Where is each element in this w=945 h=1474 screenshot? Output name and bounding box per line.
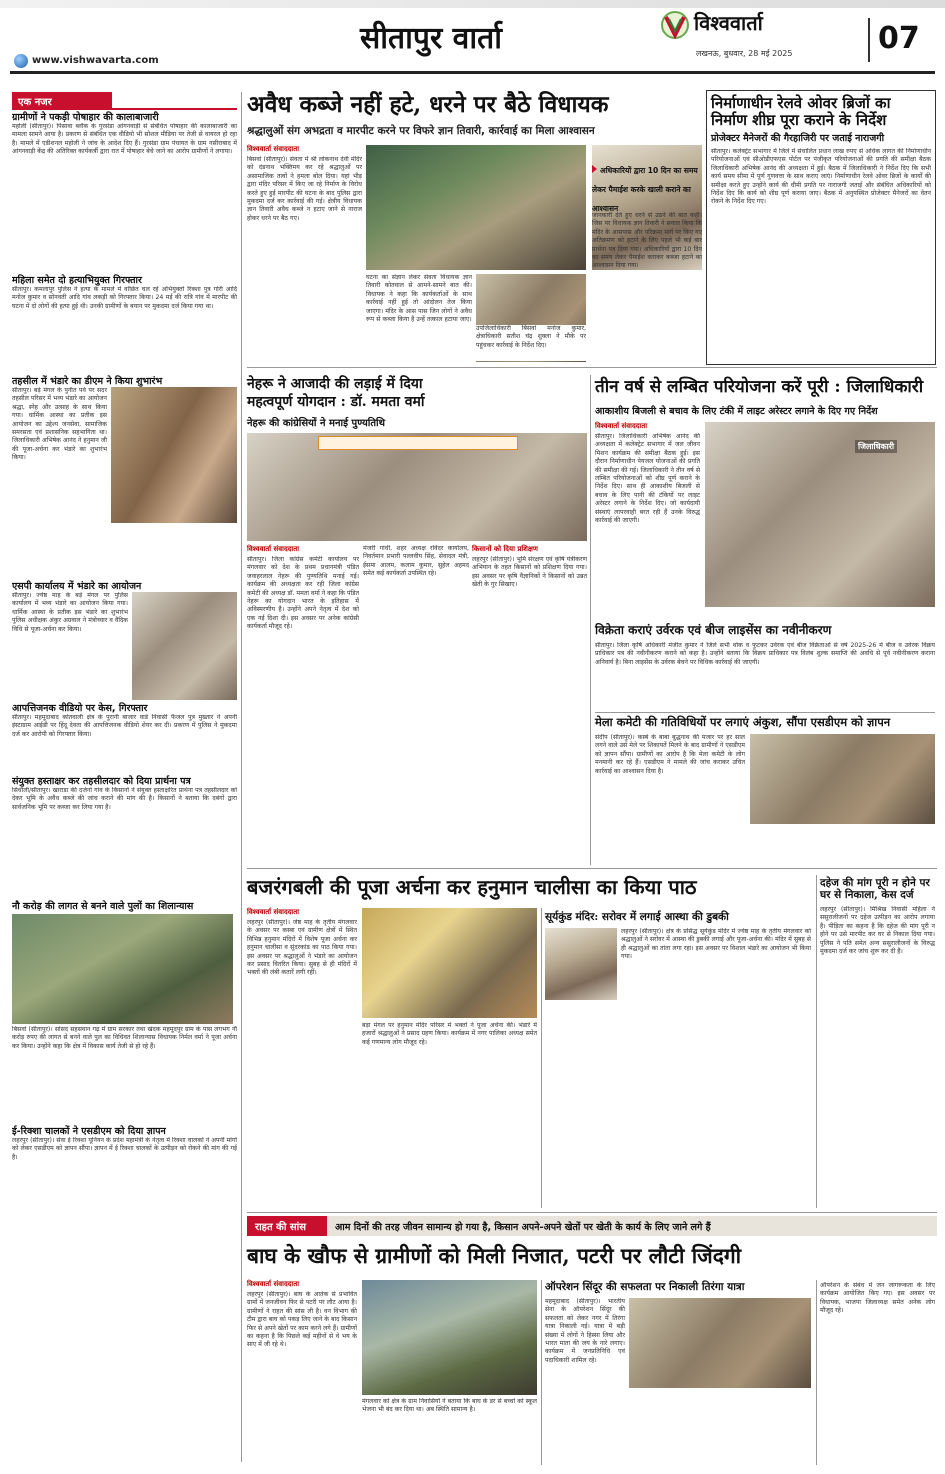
dowry-headline: दहेज की मांग पूरी न होने पर घर से निकाला, केस दर्ज — [820, 877, 930, 901]
nehru-banner — [318, 436, 518, 450]
brand-name: विश्ववार्ता — [694, 11, 763, 35]
story-headline: ग्रामीणों ने पकड़ी पोषाहार की कालाबाजारी — [12, 112, 159, 123]
story-headline: नौ करोड़ की लागत से बनने वाले पुलों का शिलान्यास — [12, 901, 194, 912]
byline: विश्ववार्ता संवाददाता — [247, 145, 300, 153]
story-body-cont — [750, 828, 935, 864]
relief-label: राहत की सांस — [247, 1216, 327, 1236]
top-story-text — [247, 145, 362, 360]
city-date: लखनऊ, बुधवार, 28 मई 2025 — [696, 49, 793, 58]
tiger-headline: बाघ के खौफ से ग्रामीणों को मिली निजात, पटरी पर लौटी जिंदगी — [247, 1243, 742, 1268]
news-photo — [132, 592, 237, 700]
pull-quote: अधिकारियों द्वारा 10 दिन का समय लेकर पैमाईश करके खाली कराने का आश्वासन — [592, 166, 698, 213]
news-photo — [362, 1280, 537, 1395]
hanuman-headline: बजरंगबली की पूजा अर्चना कर हनुमान चालीसा का किया पाठ — [247, 875, 697, 899]
story-body-cont — [12, 523, 237, 579]
story-body: संदीप (सीतापुर)। कस्बे के बाबा बुद्धनाथ की मजार पर हर साल लगने वाले उर्स मेले पर शिकायतें मिलने के बाद ग्रामीणों ने एसडीएम को ज्ञापन सौंपा। ग्रामीणों का आरोप है कि मेला कमेटी के लोग मनमानी कर रहे हैं। एसडीएम ने मामले की जांच कराकर उचित कार्रवाई का आश्वासन दिया है। — [595, 734, 745, 775]
brand-logo — [658, 10, 692, 40]
story-body: ऑपरेशन के संबंध में जन जागरूकता के लिए कार्यक्रम आयोजित किए गए। इस अवसर पर विधायक, भाजपा जिलाध्यक्ष समेत अनेक लोग मौजूद रहे। — [820, 1282, 935, 1315]
project-text — [595, 422, 700, 622]
story-body: मंजरी गांधी, शहर अध्यक्ष रविंदर कार्यालय, निवर्तमान प्रभारी पल्लवीय सिंह, सेवादल मंत्री, ईसमा आलम, कलाम कुमार, सुहेल अहमद समेत कई कार्यकर्ता उपस्थित रहे। — [363, 545, 469, 578]
story-body: लहरपुर (सीतापुर)। मिश्रिख निवासी महिला ने ससुरालीजनों पर दहेज उत्पीड़न का आरोप लगाया है। पीड़िता का कहना है कि दहेज की मांग पूरी न होने पर उसे मारपीट कर घर से निकाल दिया गया। पुलिस ने पति समेत अन्य ससुरालीजनों के विरुद्ध मुकदमा दर्ज कर जांच शुरू कर दी है। — [820, 906, 935, 956]
top-story-headline: अवैध कब्जे नहीं हटे, धरने पर बैठे विधायक — [247, 91, 609, 118]
story-headline: संयुक्त हस्ताक्षर कर तहसीलदार को दिया प्रार्थना पत्र — [12, 776, 191, 787]
page-number: 07 — [878, 21, 920, 56]
news-photo — [12, 914, 233, 1024]
story-headline: ई-रिक्शा चालकों ने एसडीएम को दिया ज्ञापन — [12, 1126, 166, 1137]
news-photo — [366, 145, 586, 270]
story-headline: आपत्तिजनक वीडियो पर केस, गिरफ्तार — [12, 703, 148, 714]
surya-kund-headline: सूर्यकुंड मंदिर: सरोवर में लगाई आस्था की डुबकी — [545, 911, 729, 923]
story-body: उपजिलाधिकारी बिसवां मनोज कुमार, क्षेत्राधिकारी सतीश चंद्र शुक्ला ने मौके पर पहुंचकर कार्रवाई के निर्देश दिए। — [476, 325, 586, 361]
news-photo — [111, 387, 237, 523]
story-body: बिसवां (सीतापुर)। सेवता में श्री लोकनाथ देवी मंदिर को दंडनाथ भक्तिमय कर रहे श्रद्धालुओं पर असामाजिक तत्वों ने हमला बोल दिया। यहां भीड़ द्वारा मंदिर परिसर में किए जा रहे निर्माण के विरोध करते हुए हुई मारपीट की घटना के बाद पुलिस द्वारा मुकदमा दर्ज कर कार्रवाई की गई। क्षेत्रीय विधायक ज्ञान तिवारी अवैध कब्जे न हटाए जाने से नाराज होकर धरने पर बैठ गए। — [247, 156, 362, 222]
relief-banner — [247, 1216, 937, 1236]
story-body: महमूदाबाद (सीतापुर)। भारतीय सेना के ऑपरेशन सिंदूर की सफलता को लेकर नगर में तिरंगा यात्रा निकाली गई। यात्रा में बड़ी संख्या में लोगों ने हिस्सा लिया और भारत माता की जय के नारे लगाए। कार्यक्रम में जनप्रतिनिधि एवं पदाधिकारी शामिल रहे। — [545, 1298, 625, 1364]
story-body: लहरपुर (सीतापुर)। जेष्ठ माह के तृतीय मंगलवार के अवसर पर कस्बा एवं ग्रामीण क्षेत्रों में स्थित विभिन्न हनुमान मंदिरों में विशेष पूजा अर्चना कर हनुमान चालीसा व सुंदरकांड का पाठ किया गया। इस अवसर पर श्रद्धालुओं ने भंडारे का आयोजन कर प्रसाद वितरित किया। सुबह से ही मंदिरों में भक्तों की लंबी कतारें लगी रहीं। — [247, 919, 357, 977]
story-body: लहरपुर (सीतापुर)। बाघ के आतंक से प्रभावित ग्रामों में जनजीवन फिर से पटरी पर लौट आया है। ग्रामीणों ने राहत की सांस ली है। वन विभाग की टीम द्वारा बाघ को पकड़ लिए जाने के बाद किसान फिर से अपने खेतों पर काम करने लगे हैं। ग्रामीणों का कहना है कि पिछले कई महीनों से वे भय के साए में जी रहे थे। — [247, 1291, 357, 1349]
project-headline: तीन वर्ष से लम्बित परियोजना करें पूरी : जिलाधिकारी — [595, 377, 924, 397]
byline: विश्ववार्ता संवाददाता — [595, 422, 648, 430]
fertilizer-headline: विक्रेता कराएं उर्वरक एवं बीज लाइसेंस का नवीनीकरण — [595, 623, 832, 637]
story-body-cont — [545, 1392, 811, 1464]
left-column — [12, 92, 237, 1462]
story-headline: तहसील में भंडारे का डीएम ने किया शुभारंभ — [12, 376, 163, 387]
hanuman-text — [247, 908, 357, 1208]
tiger-text — [247, 1280, 357, 1465]
sindoor-headline: ऑपरेशन सिंदूर की सफलता पर निकाली तिरंगा यात्रा — [545, 1281, 745, 1293]
fair-headline: मेला कमेटी की गतिविधियों पर लगाएं अंकुश, सौंपा एसडीएम को ज्ञापन — [595, 715, 891, 729]
byline: विश्ववार्ता संवाददाता — [247, 908, 300, 916]
story-body: लहरपुर (सीतापुर)। भूमि संरक्षण एवं कृषि यंत्रीकरण अभियान के तहत किसानों को प्रशिक्षण दिया गया। इस अवसर पर कृषि वैज्ञानिकों ने किसानों को उन्नत खेती के गुर सिखाए। — [472, 556, 587, 589]
section-label: एक नजर — [12, 92, 112, 108]
nehru-text — [247, 545, 359, 865]
masthead — [0, 0, 945, 74]
story-body: सीतापुर। बड़े मंगल के पुनीत पर्व पर सदर तहसील परिसर में भव्य भंडारे का आयोजन श्रद्धा, स्नेह और उत्साह के साथ किया गया। धार्मिक आस्था का प्रतीक इस आयोजन का उद्देश्य जनसेवा, सामाजिक समरसता एवं प्रशासनिक सहभागिता था। जिलाधिकारी अभिषेक आनंद ने हनुमान जी की पूजा-अर्चना कर भंडारे का शुभारंभ किया। — [12, 387, 107, 462]
story-body: घटना का संज्ञान लेकर सेवता विधायक ज्ञान तिवारी कोतवाल से आमने-सामने बात की। विधायक ने कहा कि कार्यकर्ताओं के साथ कार्रवाई नहीं हुई तो आंदोलन तेज किया जाएगा। मंदिर के आस पास जिन लोगों ने अवैध रूप से कब्जा किया है उन्हें तत्काल हटाया जाए। — [366, 274, 472, 324]
byline: विश्ववार्ता संवाददाता — [247, 1280, 300, 1288]
website-link[interactable]: www.vishwavarta.com — [32, 55, 159, 66]
story-body: सीतापुर। जिला कांग्रेस कमेटी कार्यालय पर मंगलवार को देश के प्रथम प्रधानमंत्री पंडित जवाहरलाल नेहरू की पुण्यतिथि मनाई गई। कार्यक्रम की अध्यक्षता कर रही जिला कांग्रेस कमेटी की अध्यक्ष डॉ. ममता वर्मा ने कहा कि पंडित नेहरू का योगदान भारत के इतिहास में अविस्मरणीय है। उन्होंने अपने नेतृत्व में देश को एक नई दिशा दी। इस अवसर पर अनेक कांग्रेसी कार्यकर्ता मौजूद रहे। — [247, 556, 359, 631]
news-photo — [629, 1298, 811, 1388]
news-photo — [362, 908, 537, 1018]
story-body: सीतापुर। कमलापुर पुलिस ने हत्या के मामले में वांछित चल रहे अभियुक्तों रिक्शा पुत्र गोरी आदि मनोज कुमार व सोनवती आदि गांव लकड़ी को गिरफ्तार किया। 24 मई की रात्रि गांव में मारपीट की घटना में दो लोगों की हत्या हुई थी। उनकी ग्रामीणों के बयान पर मुकदमा दर्ज किया गया था। — [12, 286, 237, 310]
section-title: सीतापुर वार्ता — [360, 21, 502, 56]
project-subheadline: आकाशीय बिजली से बचाव के लिए टंकी में लाइट अरेस्टर लगाने के दिए गए निर्देश — [595, 406, 878, 417]
story-body-cont — [705, 610, 935, 620]
story-body: सीतापुर। जिला कृषि अधिकारी मंजीत कुमार ने जिले सभी थोक व फुटकर उर्वरक एवं बीज विक्रेताओं से वर्ष 2025-26 में बीज व उर्वरक विक्रय प्राधिकार पत्र की नवीनीकरण कराने को कहा है। उन्होंने बताया कि विक्रय प्राधिकार पत्र विलंब शुल्क समाप्ति की अवधि से पूर्व नवीनीकरण कराना अनिवार्य है। बिना लाइसेंस के उर्वरक बेचने पर विधिक कार्रवाई की जाएगी। — [595, 642, 935, 666]
story-body: बड़ा मंगल पर हनुमान मंदिर परिसर में भक्तों ने पूजा अर्चना की। भंडारे में हजारों श्रद्धालुओं ने प्रसाद ग्रहण किया। कार्यक्रम में नगर पालिका अध्यक्ष समेत कई गणमान्य लोग मौजूद रहे। — [362, 1022, 537, 1046]
farmers-side-story — [472, 545, 587, 865]
top-story-subheadline: श्रद्धालुओं संग अभद्रता व मारपीट करने पर विफरे ज्ञान तिवारी, कार्रवाई का मिला आश्वासन — [247, 125, 595, 137]
photo-caption: जिलाधिकारी — [855, 440, 897, 453]
story-body: सीतापुर। जिलाधिकारी अभिषेक आनंद की अध्यक्षता में कलेक्ट्रेट सभागार में जल जीवन मिशन कार्यक्रम की समीक्षा बैठक हुई। इस दौरान निर्माणाधीन पेयजल योजनाओं की प्रगति की समीक्षा की गई। जिलाधिकारी ने तीन वर्ष से लम्बित परियोजनाओं को शीघ्र पूर्ण कराने के निर्देश दिए। साथ ही आकाशीय बिजली से बचाव के लिए पानी की टंकियों पर लाइट अरेस्टर लगाने के निर्देश दिए। जो कार्यदायी संस्थाएं लापरवाही बरत रही हैं उनके विरुद्ध कार्रवाई की जाएगी। — [595, 433, 700, 525]
story-body: सीतापुर। कलेक्ट्रेट सभागार में जिले में संचालित प्रधान लाख रुपए से अधिक लागत की निर्माणाधीन परियोजनाओं एवं सीओडीएफएस पोर्टल पर पंजीकृत परियोजनाओं की प्रगति की समीक्षा बैठक जिलाधिकारी अभिषेक आनंद की अध्यक्षता में हुई। बैठक में जिलाधिकारी ने निर्देश दिए कि सभी कार्य समय सीमा में पूर्ण गुणवत्ता के साथ कराए जाएं। निर्माणाधीन रेलवे ओवर ब्रिजों के कार्यों की समीक्षा करते हुए उन्होंने कार्य की धीमी प्रगति पर नाराजगी जताई और संबंधित अधिकारियों को निर्देश दिए कि कार्य को शीघ्र पूर्ण कराया जाए। बैठक में अनुपस्थित प्रोजेक्टर मैनेजरों का वेतन रोकने के निर्देश दिए गए। — [711, 148, 931, 206]
story-headline: किसानों को दिया प्रशिक्षण — [472, 545, 538, 553]
story-body: सिधौली/सीतापुर। खाराडा की दर्जनों गांव के किसानों ने संयुक्त हस्ताक्षरित प्रार्थना पत्र तहसीलदार को देकर भूमि के अवैध कब्जे की जांच कराने की मांग की है। किसानों ने बताया कि दबंगों द्वारा सार्वजनिक भूमि पर कब्जा कर लिया गया है। — [12, 787, 237, 811]
byline: विश्ववार्ता संवाददाता — [247, 545, 300, 553]
relief-text: आम दिनों की तरह जीवन सामान्य हो गया है, किसान अपने-अपने खेतों पर खेती के कार्य के लिए जाने लगे हैं — [335, 1222, 711, 1233]
globe-icon — [14, 54, 28, 68]
story-subheadline: प्रोजेक्टर मैनेजरों की गैरहाजिरी पर जताई नाराजगी — [711, 133, 885, 144]
story-headline: एसपी कार्यालय में भंडारे का आयोजन — [12, 581, 142, 592]
story-body: बिसवां (सीतापुर)। सांसद सहसवान गढ़ में ग्राम सरकार तथा खंदक महमूदपुर ग्राम के पास लगभग नौ करोड़ रुपए की लागत से बनने वाले पुल का विधिवत शिलान्यास विधायक निर्मल वर्मा ने पूजा अर्चना कर किया। उन्होंने कहा कि क्षेत्र में विकास कार्य तेजी से हो रहे हैं। — [12, 1026, 237, 1050]
story-body: सीतापुर। महमूदाबाद कोतवाली क्षेत्र के पुरानी बाजार वार्ड निवासी फैजल पुत्र मुख्तार ने अपनी इंस्टाग्राम आईडी पर हिंदू देवता की आपत्तिजनक वीडियो शेयर कर दी। प्रकरण में पुलिस ने मुकदमा दर्ज कर आरोपी को गिरफ्तार किया। — [12, 714, 237, 738]
story-body: महोली (सीतापुर)। पिसावा ब्लॉक के गुरसंडा आंगनवाड़ी से संबंधित पोषाहार की कालाबाजारी का मामला सामने आया है। प्रकरण से संबंधित एक वीडियो भी सोशल मीडिया पर तेजी से वायरल हो रहा है। मामले में एडीशनल महोली ने जांच के आदेश दिए हैं। गुरसंडा ग्राम पंचायत के ग्राम नसीराबाद में आंगनवाड़ी केंद्र की अतिरिक्त कार्यकर्त्री द्वारा रात में पोषाहार बेचे जाने का आरोप ग्रामीणों ने लगाया। — [12, 123, 237, 156]
news-photo — [750, 734, 935, 824]
news-photo — [545, 928, 617, 1000]
story-body: मंगलवार को क्षेत्र के ग्राम निवासियों ने बताया कि बाघ के डर से बच्चों को स्कूल भेजना भी बंद कर दिया था। अब स्थिति सामान्य है। — [362, 1398, 537, 1414]
story-headline: निर्माणाधीन रेलवे ओवर ब्रिजों का निर्माण शीघ्र पूरा कराने के निर्देश — [711, 94, 891, 129]
railway-story-box — [706, 90, 936, 365]
nehru-headline: नेहरू ने आजादी की लड़ाई में दिया महत्वपूर्ण योगदान : डॉ. ममता वर्मा — [247, 376, 425, 410]
story-body: जानकारी देते हुए धरने से उठने की बात कही। जिस पर विधायक ज्ञान तिवारी ने सवाल किया कि मंदिर के आसपास और परिक्रमा मार्ग पर किए गए अतिक्रमण को हटाने के लिए पहले भी कई बार प्रार्थना पत्र दिया गया। अधिकारियों द्वारा 10 दिन का समय लेकर पैमाईश कराकर कब्जा हटाने का आश्वासन दिया गया। — [592, 212, 702, 270]
story-headline: महिला समेत दो हत्याभियुक्त गिरफ्तार — [12, 275, 142, 286]
story-body: सीतापुर। ज्येष्ठ माह के बड़े मंगल पर पुलिस कार्यालय में भव्य भंडारे का आयोजन किया गया। धार्मिक आस्था के प्रतीक इस भंडारे का शुभारंभ पुलिस अधीक्षक अंकुर अग्रवाल ने मंत्रोच्चार व वैदिक विधि से पूजा-अर्चना कर किया। — [12, 592, 128, 633]
nehru-subheadline: नेहरू की कांग्रेसियों ने मनाई पुण्यतिथि — [247, 418, 386, 429]
story-body: लहरपुर (सीतापुर)। सेवा ई रिक्शा यूनियन के प्रदेश महामंत्री के नेतृत्व में रिक्शा चालकों ने अपनी मांगों को लेकर एसडीएम को ज्ञापन सौंपा। ज्ञापन में ई रिक्शा चालकों के उत्पीड़न को रोकने की मांग की गई है। — [12, 1137, 237, 1161]
story-body: लहरपुर (सीतापुर)। क्षेत्र के प्रसिद्ध सूर्यकुंड मंदिर में ज्येष्ठ माह के तृतीय मंगलवार को श्रद्धालुओं ने सरोवर में आस्था की डुबकी लगाई और पूजा-अर्चना की। मंदिर में सुबह से ही श्रद्धालुओं का तांता लगा रहा। इस अवसर पर विशाल भंडारे का आयोजन भी किया गया। — [621, 928, 811, 961]
news-photo — [705, 422, 935, 607]
